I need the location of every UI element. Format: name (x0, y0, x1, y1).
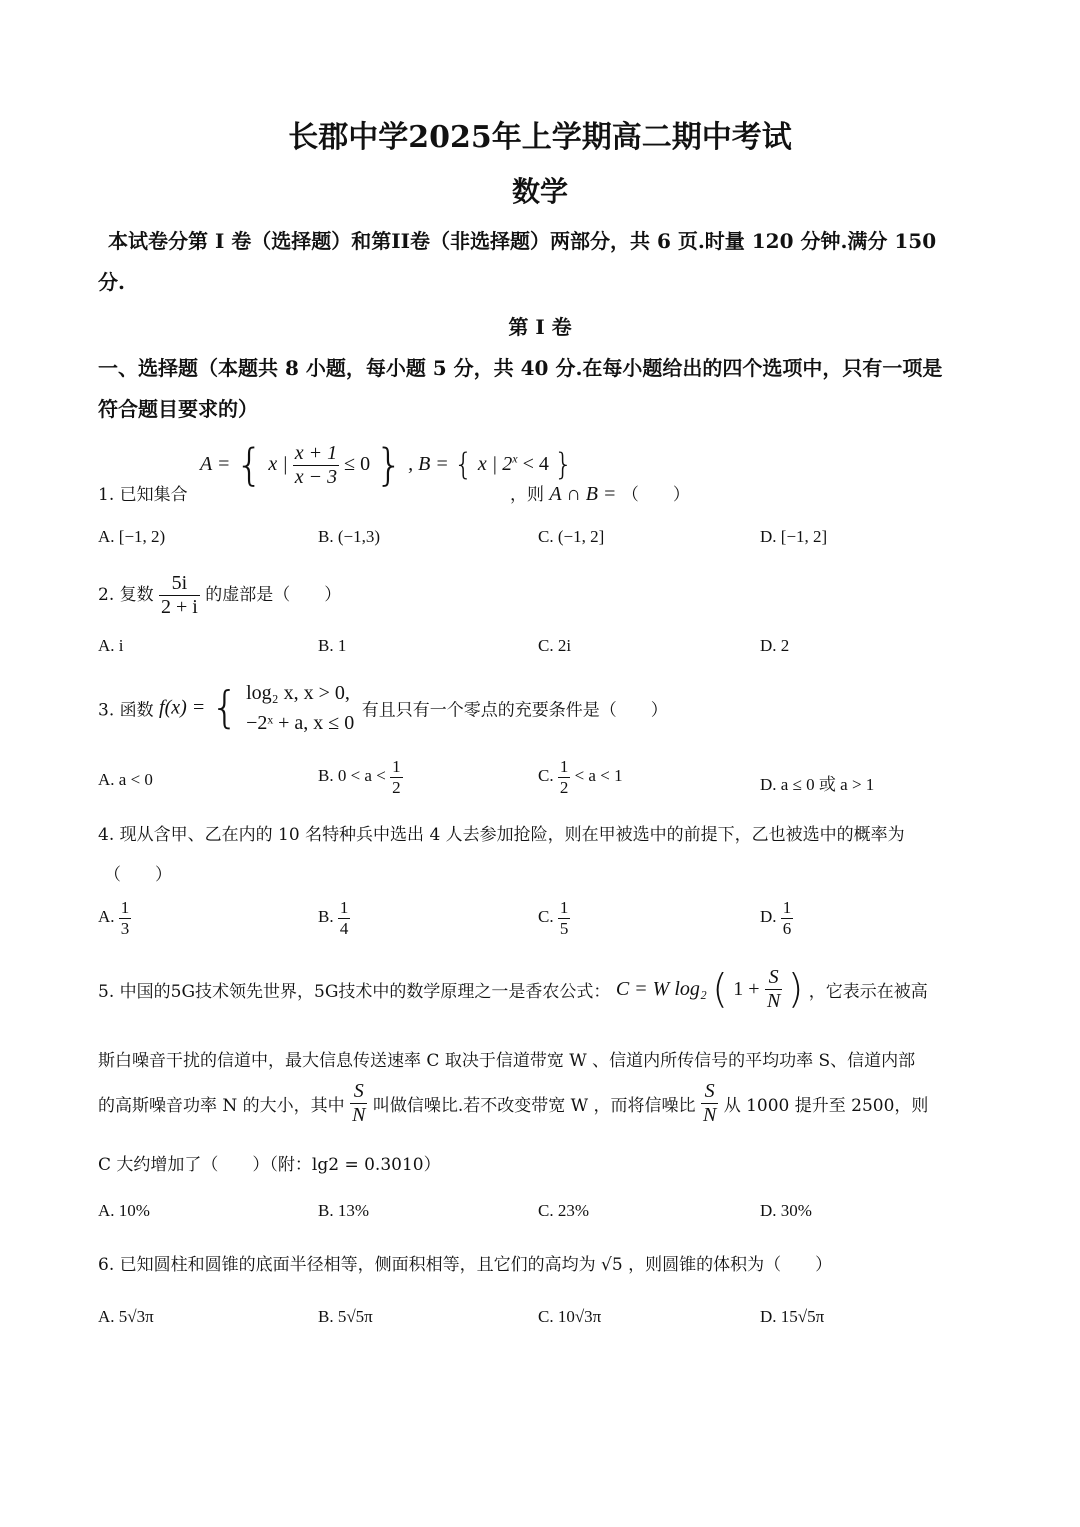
exam-title: 长郡中学2025年上学期高二期中考试 (288, 120, 792, 155)
q4-option-b-fraction (338, 898, 351, 938)
q1-a-lhs: A = (200, 453, 236, 476)
q5-option-a[interactable]: A. 10% (98, 1201, 150, 1220)
q1-b-brace-close: } (553, 447, 573, 483)
q1-b-body: x | 2 (477, 453, 513, 476)
q3-fx: f(x) = (159, 696, 206, 719)
q4-option-d[interactable] (760, 898, 793, 938)
q1-option-a[interactable]: A. [−1, 2) (98, 527, 166, 546)
q5-formula-den: N (766, 990, 781, 1012)
q1-a-fraction (293, 442, 339, 489)
q5-line-3-c: 从 1000 提升至 2500，则 (723, 1096, 929, 1116)
volume-heading: 第 I 卷 (508, 315, 572, 339)
q1-b-rel: < 4 (517, 453, 549, 476)
q3-option-b-den: 2 (392, 777, 401, 797)
q2-prefix: 2. 复数 (98, 585, 154, 605)
q4-option-a-den: 3 (120, 918, 130, 938)
q3-option-d[interactable]: D. a ≤ 0 或 a > 1 (760, 775, 875, 794)
q1-then (510, 480, 690, 506)
q5-line-3 (98, 1080, 928, 1127)
q5-line-2: 斯白噪音干扰的信道中，最大信息传送速率 C 取决于信道带宽 W 、信道内所传信号的平均功率 S、信道内部 (98, 1051, 916, 1071)
q5-formula-fraction (765, 966, 782, 1013)
q4-option-d-den: 6 (782, 918, 792, 938)
q5-option-b[interactable]: B. 13% (318, 1201, 369, 1220)
q3-option-b[interactable] (318, 757, 403, 797)
q3-prefix: 3. 函数 (98, 700, 154, 721)
q5-snr-fraction-1 (350, 1080, 367, 1127)
q5-snr-den-2: N (702, 1104, 717, 1126)
q2-option-b[interactable]: B. 1 (318, 636, 347, 655)
q3-case-2: −2ˣ + a, x ≤ 0 (246, 712, 355, 734)
q1-then-text: ，则 (510, 485, 544, 505)
q5-option-c[interactable]: C. 23% (538, 1201, 589, 1220)
q2-option-c[interactable]: C. 2i (538, 636, 572, 655)
q6-option-d[interactable]: D. 15√5π (760, 1307, 825, 1326)
q5-formula-one: 1 + (733, 978, 760, 1000)
q1-a-num: x + 1 (294, 442, 338, 464)
q5-snr-num-2: S (701, 1080, 718, 1104)
q3-option-c-pre: C. (538, 765, 554, 785)
q4-option-c-label: C. (538, 906, 554, 926)
q6-option-a[interactable]: A. 5√3π (98, 1307, 154, 1326)
q6-stem: 6. 已知圆柱和圆锥的底面半径相等，侧面积相等，且它们的高均为 √5 ，则圆锥的体积为（ ） (98, 1255, 833, 1275)
q4-option-b-num: 1 (339, 898, 349, 917)
q1-option-d[interactable]: D. [−1, 2] (760, 527, 828, 546)
q5-paren-close: ) (787, 966, 804, 1013)
q1-b-brace-open: { (453, 447, 473, 483)
q4-option-b-den: 4 (339, 918, 349, 938)
q4-option-a[interactable] (98, 898, 131, 938)
q4-line-1: 4. 现从含甲、乙在内的 10 名特种兵中选出 4 人去参加抢险，则在甲被选中的前提下，乙也被选中的概率为 (98, 825, 905, 845)
q5-line-1-post: ，它表示在被高 (808, 982, 928, 1002)
q3-case-1: log₂ x, x > 0, (246, 682, 350, 704)
q1-a-rel: ≤ 0 (344, 453, 371, 476)
q5-line-1-pre: 5. 中国的5G技术领先世界，5G技术中的数学原理之一是香农公式： (98, 982, 611, 1002)
q1-b-lhs: , B = (408, 453, 454, 476)
q3-option-b-num: 1 (392, 757, 401, 776)
q2-option-a[interactable]: A. i (98, 636, 124, 655)
q5-line-3-b: 叫做信噪比.若不改变带宽 W ，而将信噪比 (372, 1096, 696, 1116)
q3-suffix: 有且只有一个零点的充要条件是（ ） (361, 700, 668, 721)
q4-option-c-den: 5 (559, 918, 569, 938)
q4-option-a-num: 1 (120, 898, 130, 917)
subject-title: 数学 (511, 175, 568, 208)
q5-formula-pre: C = W log₂ (615, 978, 707, 1000)
q1-brace-close: } (375, 439, 404, 491)
q2-num: 5i (159, 572, 200, 596)
q4-line-2: （ ） (104, 865, 172, 885)
q2-stem (98, 572, 341, 619)
q3-cases (244, 678, 356, 738)
q4-option-b-label: B. (318, 906, 334, 926)
section-heading-line-2: 符合题目要求的） (98, 397, 258, 421)
q1-b-exp: x (512, 451, 518, 466)
q2-fraction (159, 572, 200, 619)
q1-paren: （ ） (621, 485, 690, 505)
q6-option-b[interactable]: B. 5√5π (318, 1307, 373, 1326)
q3-stem (98, 678, 668, 738)
q5-snr-num-1: S (350, 1080, 367, 1104)
q4-option-b[interactable] (318, 898, 350, 938)
q5-line-1 (98, 966, 928, 1013)
q1-a-x: x | (268, 453, 288, 476)
q3-option-c-num: 1 (559, 757, 569, 776)
q2-den: 2 + i (161, 596, 198, 618)
q3-option-b-fraction (390, 757, 403, 797)
q4-option-c[interactable] (538, 898, 570, 938)
q4-option-d-num: 1 (782, 898, 792, 917)
q5-option-d[interactable]: D. 30% (760, 1201, 812, 1220)
q4-option-c-fraction (558, 898, 571, 938)
q4-option-a-label: A. (98, 906, 115, 926)
q4-option-a-fraction (119, 898, 132, 938)
q3-option-b-pre: B. 0 < a < (318, 765, 386, 785)
q5-paren-open: ( (712, 966, 728, 1013)
q3-option-c[interactable] (538, 757, 623, 797)
q1-brace-open: { (235, 439, 264, 491)
q4-option-d-label: D. (760, 906, 777, 926)
q2-suffix: 的虚部是（ ） (205, 585, 342, 605)
q1-ask: A ∩ B = (549, 483, 617, 505)
intro-line-2: 分. (98, 270, 125, 294)
intro-line-1: 本试卷分第 I 卷（选择题）和第II卷（非选择题）两部分，共 6 页.时量 120 分钟.满分 150 (108, 229, 937, 253)
section-heading-line-1: 一、选择题（本题共 8 小题，每小题 5 分，共 40 分.在每小题给出的四个选项中，只有一项是 (98, 356, 943, 380)
q5-line-4: C 大约增加了（ ）（附：lg2 = 0.3010） (98, 1155, 441, 1175)
q3-option-c-post: < a < 1 (574, 765, 623, 785)
q3-option-c-fraction (558, 757, 571, 797)
q5-line-3-a: 的高斯噪音功率 N 的大小，其中 (98, 1096, 345, 1116)
q3-option-a[interactable]: A. a < 0 (98, 770, 153, 789)
q3-case-brace: { (210, 682, 239, 733)
q6-option-c[interactable]: C. 10√3π (538, 1307, 602, 1326)
q4-option-c-num: 1 (559, 898, 569, 917)
q4-option-d-fraction (781, 898, 794, 938)
q1-a-den: x − 3 (294, 466, 338, 488)
q5-snr-den-1: N (352, 1104, 366, 1126)
q3-option-c-den: 2 (559, 777, 569, 797)
q5-snr-fraction-2 (701, 1080, 718, 1127)
q5-formula-num: S (765, 966, 782, 990)
q2-option-d[interactable]: D. 2 (760, 636, 790, 655)
q1-option-c[interactable]: C. (−1, 2] (538, 527, 605, 546)
q1-option-b[interactable]: B. (−1,3) (318, 527, 380, 546)
q1-prefix: 1. 已知集合 (98, 485, 188, 505)
